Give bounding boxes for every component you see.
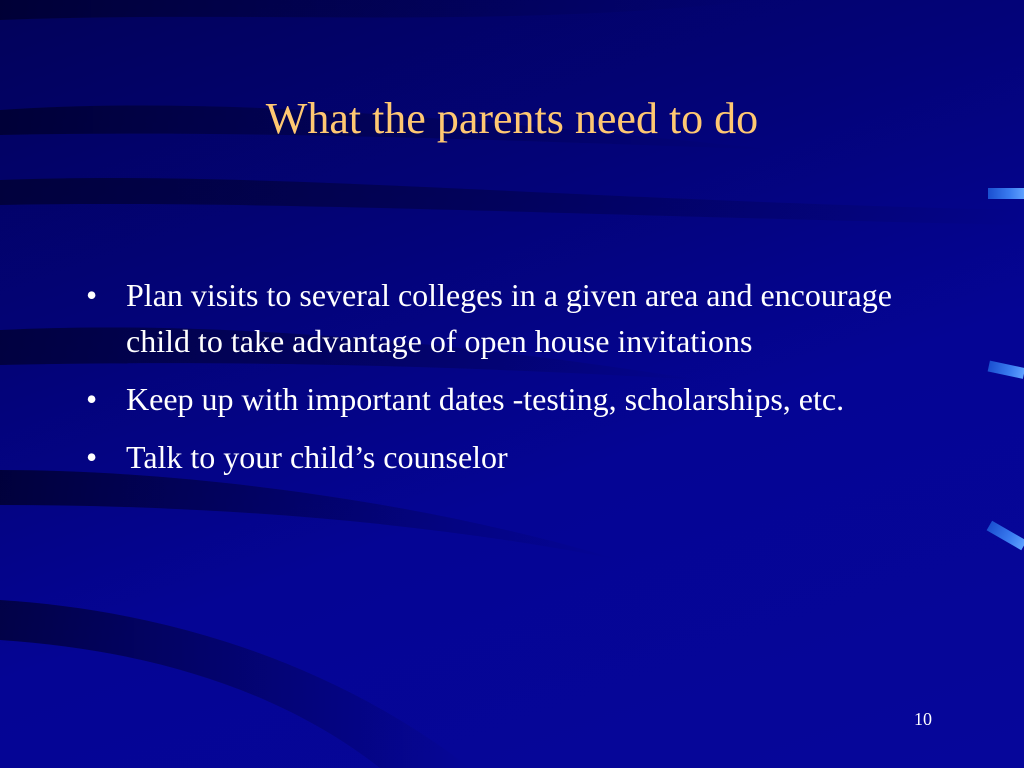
bullet-marker: • xyxy=(86,381,98,417)
slide-title: What the parents need to do xyxy=(265,94,759,143)
bullet-item xyxy=(86,376,926,422)
side-accent-mark xyxy=(988,188,1024,199)
bullet-marker: • xyxy=(86,277,98,313)
bullet-item xyxy=(86,272,926,364)
bullet-text: Plan visits to several colleges in a given area and encourage child to take advantage of open house invitations xyxy=(126,277,892,359)
page-number: 10 xyxy=(914,709,932,729)
bullet-marker: • xyxy=(86,439,98,475)
bullet-text: Keep up with important dates -testing, scholarships, etc. xyxy=(126,381,845,417)
bullet-item xyxy=(86,434,926,480)
bullet-list xyxy=(86,272,926,492)
bullet-text: Talk to your child’s counselor xyxy=(126,439,508,475)
